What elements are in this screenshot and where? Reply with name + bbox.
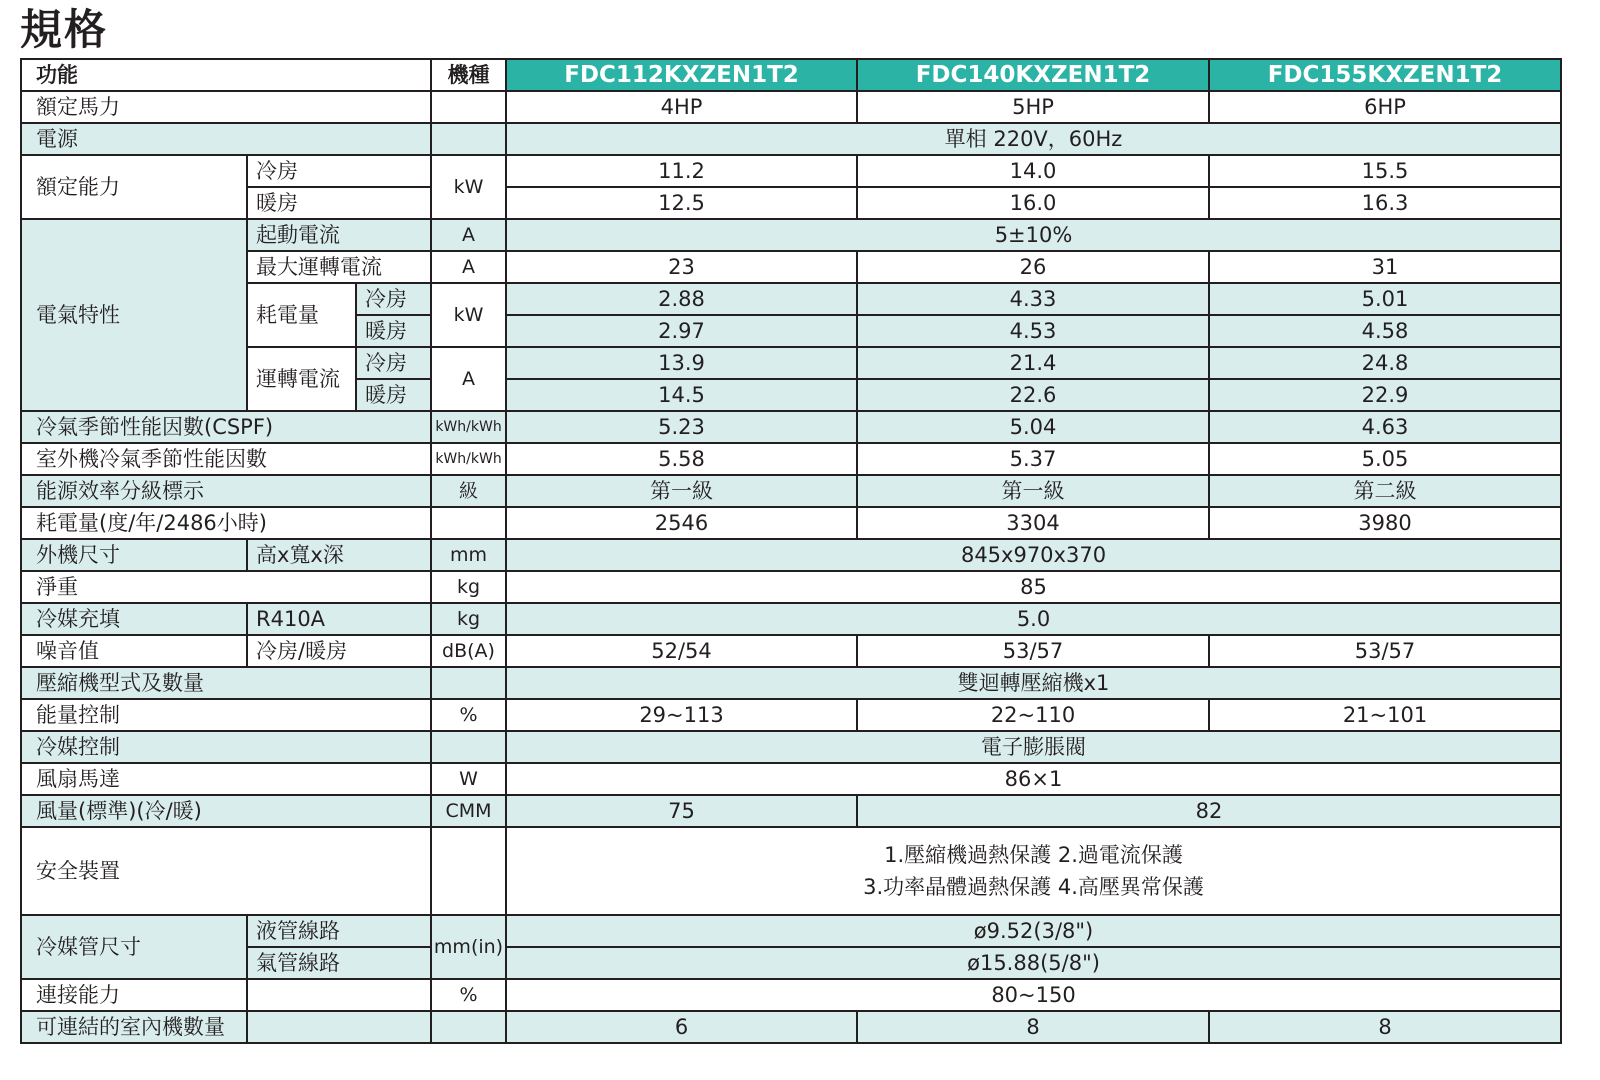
value-cell: ø9.52(3/8") bbox=[506, 915, 1561, 947]
annual-consumption-row bbox=[21, 507, 1561, 539]
model-3-header: FDC155KXZEN1T2 bbox=[1209, 59, 1561, 91]
value-cell: 21.4 bbox=[857, 347, 1209, 379]
sub-label bbox=[247, 1011, 431, 1043]
sub-label: 運轉電流 bbox=[247, 347, 356, 411]
row-label: 風扇馬達 bbox=[21, 763, 431, 795]
safety-line-1: 1.壓縮機過熱保護 2.過電流保護 bbox=[884, 843, 1183, 867]
safety-line-2: 3.功率晶體過熱保護 4.高壓異常保護 bbox=[863, 875, 1204, 899]
row-label: 安全裝置 bbox=[21, 827, 431, 915]
value-cell: 29~113 bbox=[506, 699, 857, 731]
noise-row bbox=[21, 635, 1561, 667]
row-label: 連接能力 bbox=[21, 979, 247, 1011]
sub-label: 暖房 bbox=[247, 187, 431, 219]
value-cell: 845x970x370 bbox=[506, 539, 1561, 571]
value-cell: 8 bbox=[857, 1011, 1209, 1043]
connection-capacity-row bbox=[21, 979, 1561, 1011]
value-cell: 16.3 bbox=[1209, 187, 1561, 219]
unit-cell bbox=[431, 91, 506, 123]
capacity-control-row bbox=[21, 699, 1561, 731]
unit-cell: mm(in) bbox=[431, 915, 506, 979]
value-cell: 53/57 bbox=[1209, 635, 1561, 667]
value-cell: 3304 bbox=[857, 507, 1209, 539]
value-cell: 82 bbox=[857, 795, 1561, 827]
efficiency-grade-row bbox=[21, 475, 1561, 507]
unit-cell bbox=[431, 507, 506, 539]
sub-sub-label: 暖房 bbox=[356, 379, 431, 411]
unit-cell: A bbox=[431, 347, 506, 411]
net-weight-row bbox=[21, 571, 1561, 603]
value-cell: 23 bbox=[506, 251, 857, 283]
rated-capacity-cooling-row bbox=[21, 155, 1561, 187]
row-label: 電氣特性 bbox=[21, 219, 247, 411]
row-label: 額定馬力 bbox=[21, 91, 431, 123]
unit-cell: W bbox=[431, 763, 506, 795]
airflow-row bbox=[21, 795, 1561, 827]
value-cell: 5.04 bbox=[857, 411, 1209, 443]
value-cell: 電子膨脹閥 bbox=[506, 731, 1561, 763]
value-cell: 第一級 bbox=[857, 475, 1209, 507]
page-title: 規格 bbox=[20, 5, 109, 54]
unit-cell bbox=[431, 123, 506, 155]
row-label: 能量控制 bbox=[21, 699, 431, 731]
power-consumption-cooling-row bbox=[21, 283, 1561, 315]
rated-hp-row bbox=[21, 91, 1561, 123]
unit-cell: CMM bbox=[431, 795, 506, 827]
row-label: 電源 bbox=[21, 123, 431, 155]
value-cell: 第二級 bbox=[1209, 475, 1561, 507]
unit-cell: kWh/kWh bbox=[431, 443, 506, 475]
row-label: 壓縮機型式及數量 bbox=[21, 667, 431, 699]
sub-sub-label: 暖房 bbox=[356, 315, 431, 347]
unit-cell: kWh/kWh bbox=[431, 411, 506, 443]
value-cell: 11.2 bbox=[506, 155, 857, 187]
running-current-cooling-row bbox=[21, 347, 1561, 379]
value-cell: 4HP bbox=[506, 91, 857, 123]
pipe-gas-row bbox=[21, 947, 1561, 979]
unit-cell: kW bbox=[431, 155, 506, 219]
value-cell: 4.63 bbox=[1209, 411, 1561, 443]
sub-label: R410A bbox=[247, 603, 431, 635]
sub-sub-label: 冷房 bbox=[356, 283, 431, 315]
row-label: 冷媒控制 bbox=[21, 731, 431, 763]
value-cell: 21~101 bbox=[1209, 699, 1561, 731]
sub-label: 高x寬x深 bbox=[247, 539, 431, 571]
unit-cell bbox=[431, 1011, 506, 1043]
sub-label: 液管線路 bbox=[247, 915, 431, 947]
value-cell: 22.9 bbox=[1209, 379, 1561, 411]
row-label: 冷媒管尺寸 bbox=[21, 915, 247, 979]
value-cell: 5.37 bbox=[857, 443, 1209, 475]
row-label: 能源效率分級標示 bbox=[21, 475, 431, 507]
unit-cell: kg bbox=[431, 571, 506, 603]
safety-row bbox=[21, 827, 1561, 915]
value-cell: 31 bbox=[1209, 251, 1561, 283]
value-cell: ø15.88(5/8") bbox=[506, 947, 1561, 979]
value-cell: 2.97 bbox=[506, 315, 857, 347]
row-label: 外機尺寸 bbox=[21, 539, 247, 571]
value-cell: 2546 bbox=[506, 507, 857, 539]
value-cell: 86×1 bbox=[506, 763, 1561, 795]
value-cell: 53/57 bbox=[857, 635, 1209, 667]
value-cell: 52/54 bbox=[506, 635, 857, 667]
pipe-liquid-row bbox=[21, 915, 1561, 947]
unit-cell: A bbox=[431, 251, 506, 283]
refrigerant-charge-row bbox=[21, 603, 1561, 635]
unit-cell: kg bbox=[431, 603, 506, 635]
cspf-row bbox=[21, 411, 1561, 443]
value-cell: 5HP bbox=[857, 91, 1209, 123]
row-label: 噪音值 bbox=[21, 635, 247, 667]
rated-capacity-heating-row bbox=[21, 187, 1561, 219]
value-cell: 14.0 bbox=[857, 155, 1209, 187]
unit-cell bbox=[431, 667, 506, 699]
value-cell: 8 bbox=[1209, 1011, 1561, 1043]
row-label: 額定能力 bbox=[21, 155, 247, 219]
value-cell: 4.53 bbox=[857, 315, 1209, 347]
model-2-header: FDC140KXZEN1T2 bbox=[857, 59, 1209, 91]
unit-cell: A bbox=[431, 219, 506, 251]
unit-cell: dB(A) bbox=[431, 635, 506, 667]
model-1-header: FDC112KXZEN1T2 bbox=[506, 59, 857, 91]
sub-label bbox=[247, 979, 431, 1011]
value-cell: 16.0 bbox=[857, 187, 1209, 219]
unit-cell: % bbox=[431, 699, 506, 731]
indoor-units-row bbox=[21, 1011, 1561, 1043]
value-cell bbox=[506, 827, 1561, 915]
value-cell: 5.23 bbox=[506, 411, 857, 443]
header-row bbox=[21, 59, 1561, 91]
unit-cell: % bbox=[431, 979, 506, 1011]
row-label: 可連結的室內機數量 bbox=[21, 1011, 247, 1043]
row-label: 室外機冷氣季節性能因數 bbox=[21, 443, 431, 475]
unit-cell: mm bbox=[431, 539, 506, 571]
row-label: 耗電量(度/年/2486小時) bbox=[21, 507, 431, 539]
value-cell: 75 bbox=[506, 795, 857, 827]
sub-label: 氣管線路 bbox=[247, 947, 431, 979]
fan-motor-row bbox=[21, 763, 1561, 795]
value-cell: 3980 bbox=[1209, 507, 1561, 539]
value-cell: 15.5 bbox=[1209, 155, 1561, 187]
spec-table bbox=[20, 58, 1562, 1044]
value-cell: 雙迴轉壓縮機x1 bbox=[506, 667, 1561, 699]
value-cell: 5.05 bbox=[1209, 443, 1561, 475]
value-cell: 22.6 bbox=[857, 379, 1209, 411]
feature-header: 功能 bbox=[21, 59, 431, 91]
sub-label: 冷房/暖房 bbox=[247, 635, 431, 667]
refrigerant-control-row bbox=[21, 731, 1561, 763]
row-label: 冷媒充填 bbox=[21, 603, 247, 635]
value-cell: 5.58 bbox=[506, 443, 857, 475]
sub-sub-label: 冷房 bbox=[356, 347, 431, 379]
row-label: 風量(標準)(冷/暖) bbox=[21, 795, 431, 827]
value-cell: 6 bbox=[506, 1011, 857, 1043]
unit-cell: kW bbox=[431, 283, 506, 347]
value-cell: 12.5 bbox=[506, 187, 857, 219]
unit-cell bbox=[431, 827, 506, 915]
row-label: 淨重 bbox=[21, 571, 431, 603]
model-header-label: 機種 bbox=[431, 59, 506, 91]
value-cell: 6HP bbox=[1209, 91, 1561, 123]
power-supply-row bbox=[21, 123, 1561, 155]
unit-cell bbox=[431, 731, 506, 763]
starting-current-row bbox=[21, 219, 1561, 251]
value-cell: 4.58 bbox=[1209, 315, 1561, 347]
row-label: 冷氣季節性能因數(CSPF) bbox=[21, 411, 431, 443]
outdoor-dimensions-row bbox=[21, 539, 1561, 571]
value-cell: 80~150 bbox=[506, 979, 1561, 1011]
unit-cell: 級 bbox=[431, 475, 506, 507]
value-cell: 2.88 bbox=[506, 283, 857, 315]
max-current-row bbox=[21, 251, 1561, 283]
value-cell: 5±10% bbox=[506, 219, 1561, 251]
value-cell: 單相 220V，60Hz bbox=[506, 123, 1561, 155]
outdoor-cspf-row bbox=[21, 443, 1561, 475]
sub-label: 冷房 bbox=[247, 155, 431, 187]
sub-label: 最大運轉電流 bbox=[247, 251, 431, 283]
compressor-row bbox=[21, 667, 1561, 699]
value-cell: 85 bbox=[506, 571, 1561, 603]
value-cell: 13.9 bbox=[506, 347, 857, 379]
value-cell: 4.33 bbox=[857, 283, 1209, 315]
sub-label: 起動電流 bbox=[247, 219, 431, 251]
value-cell: 22~110 bbox=[857, 699, 1209, 731]
value-cell: 14.5 bbox=[506, 379, 857, 411]
value-cell: 第一級 bbox=[506, 475, 857, 507]
value-cell: 24.8 bbox=[1209, 347, 1561, 379]
value-cell: 5.01 bbox=[1209, 283, 1561, 315]
value-cell: 26 bbox=[857, 251, 1209, 283]
sub-label: 耗電量 bbox=[247, 283, 356, 347]
value-cell: 5.0 bbox=[506, 603, 1561, 635]
